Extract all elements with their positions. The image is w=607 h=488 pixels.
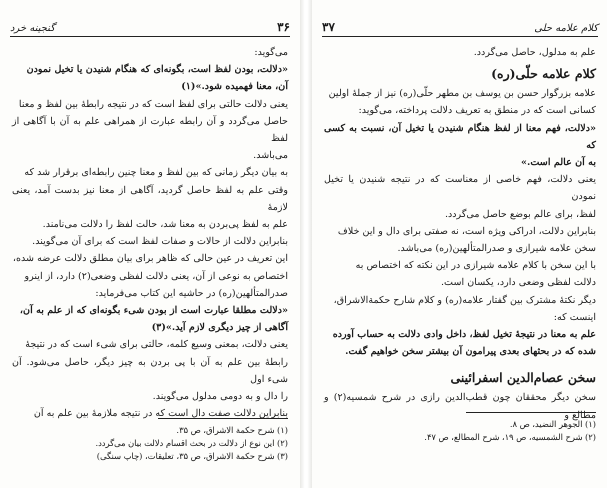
left-page bbox=[6, 10, 294, 480]
text-line: رابطهٔ بین علم به آن با پی بردن به چیز دیگر، حاصل می‌شود. آن شیء اول bbox=[12, 356, 288, 385]
text-line: بنابراین دلالت از حالات و صفات لفظ است که برای آن می‌گویند. bbox=[32, 236, 288, 248]
text-line: را دال و به دومی مدلول می‌گویند. bbox=[152, 391, 288, 403]
section-heading-allameh-helli: کلام علامه حلّی(ره) bbox=[491, 66, 596, 82]
text-line: دیگر نکتهٔ مشترک بین گفتار علامه(ره) و کلام شارح حکمةالاشراق، bbox=[333, 294, 596, 306]
text-line: حاصل می‌گردد و آن رابطه عبارت از همراهی علم به آن با آگاهی از لفظ bbox=[12, 115, 288, 145]
book-gutter bbox=[300, 0, 312, 488]
text-line: اینست که: bbox=[553, 311, 596, 323]
text-line: علم به لفظ پی‌بردن به معنا شد، حالت لفظ را دلالت می‌نامند. bbox=[42, 219, 288, 231]
text-line: آن، معنا فهمیده شود.»(۱) bbox=[181, 81, 288, 93]
text-line: شده که در بحثهای بعدی پیرامون آن بیشتر سخن خواهیم گفت. bbox=[345, 346, 596, 358]
footnote: (۱) الجوهر النضید، ص ۸. bbox=[509, 419, 596, 429]
right-footnotes bbox=[324, 418, 596, 444]
text-line: یعنی دلالت، بمعنی وسیع کلمه، حالتی برای شیء است که در نتیجهٔ bbox=[25, 339, 288, 351]
text-line: آگاهی از چیز دیگری لازم آید.»(۳) bbox=[151, 322, 288, 334]
text-line: دلالت لفظی وضعی دارد، یکسان است. bbox=[441, 277, 596, 289]
text-line: این تعریف در عین حالی که ظاهر برای بیان مطلق دلالت عرضه شده، bbox=[12, 253, 288, 265]
right-footnote-divider bbox=[466, 412, 596, 413]
footnote: (۳) شرح حکمة الاشراق، ص ۳۵، تعلیقات، (چاپ سنگی) bbox=[96, 451, 288, 461]
footnote: (۲) این نوع از دلالت در بحث اقسام دلالت بیان می‌گردد. bbox=[95, 438, 288, 448]
text-line: می‌باشد. bbox=[253, 150, 288, 162]
left-header-title: گنجینه خرد bbox=[10, 23, 55, 34]
text-line: علم به مدلول، حاصل می‌گردد. bbox=[473, 47, 596, 58]
right-header-title: کلام علامه حلی bbox=[534, 23, 598, 34]
footnote: (۱) شرح حکمة الاشراق، ص ۳۵. bbox=[176, 425, 288, 435]
text-line: اختصاص به نوعی از آن، یعنی دلالت لفظی وضعی(۲) دارد، از اینرو bbox=[24, 270, 288, 282]
text-line: علم به معنا در نتیجهٔ تخیل لفظ، داخل وادی دلالت به حساب آورده bbox=[332, 329, 596, 341]
text-line: لفظ، برای عالم بوضع حاصل می‌گردد. bbox=[444, 208, 596, 220]
text-line: کسانی است که در منطق به تعریف دلالت پرداخته، می‌گوید: bbox=[358, 105, 596, 117]
text-line: «دلالت، فهم معنا از لفظ هنگام شنیدن یا تخیل آن، نسبت به کسی که bbox=[324, 122, 596, 151]
text-line: به بیان دیگر زمانی که بین لفظ و معنا چنین رابطه‌ای برقرار شد که bbox=[24, 167, 288, 179]
text-line: وقتی علم به لفظ حاصل گردید، آگاهی از معنا نیز بدست آمد، یعنی لازمهٔ bbox=[12, 184, 288, 213]
right-page-number: ۳۷ bbox=[322, 20, 335, 34]
footnote: (۲) شرح الشمسیه، ص ۱۹، شرح المطالع، ص ۴۷. bbox=[424, 432, 596, 442]
text-line: صدرالمتألهین(ره) در حاشیه این کتاب می‌فرماید: bbox=[95, 287, 288, 299]
text-line: سخن دیگر محققان چون قطب‌الدین رازی در شرح شمسیه(۲) و مطالع و bbox=[324, 392, 596, 421]
text-line: یعنی دلالت، فهم خاصی از معناست که در نتیجه شنیدن یا تخیل نمودن bbox=[324, 174, 596, 203]
text-line: بنابراین دلالت صفت دال است که در نتیجه ملازمهٔ بین علم به آن bbox=[33, 408, 288, 420]
left-footnotes bbox=[12, 424, 288, 463]
left-body-text bbox=[12, 44, 288, 422]
right-page bbox=[318, 10, 602, 480]
text-line: با این سخن با کلام علامه شیرازی در این نکته که اختصاص به bbox=[355, 260, 596, 272]
text-line: علامه بزرگوار حسن بن یوسف بن مطهر حلّی(ره) نیز از جملهٔ اولین bbox=[328, 88, 596, 100]
text-line: بنابراین دلالت، ادراکی ویژه است، نه صفتی برای دال و این خلاف bbox=[337, 225, 596, 237]
left-footnote-divider bbox=[158, 418, 288, 419]
section-heading-esfaraini: سخن عصام‌الدین اسفرائینی bbox=[450, 370, 596, 386]
text-line: می‌گوید: bbox=[254, 47, 288, 58]
text-line: به آن عالم است.» bbox=[521, 157, 596, 169]
left-page-number: ۳۶ bbox=[277, 20, 290, 34]
text-line: یعنی دلالت حالتی برای لفظ است که در نتیجه رابطهٔ بین لفظ و معنا bbox=[18, 98, 288, 110]
text-line: «دلالت مطلقا عبارت است از بودن شیء بگونه‌ای که از علم به آن، bbox=[19, 305, 288, 317]
right-running-head bbox=[322, 14, 598, 37]
text-line: سخن علامه شیرازی و صدرالمتألهین(ره) می‌باشد. bbox=[397, 243, 596, 255]
text-line: «دلالت، بودن لفظ است، بگونه‌ای که هنگام شنیدن یا تخیل نمودن bbox=[26, 64, 288, 76]
right-body-text bbox=[324, 44, 596, 424]
left-running-head bbox=[10, 14, 290, 37]
